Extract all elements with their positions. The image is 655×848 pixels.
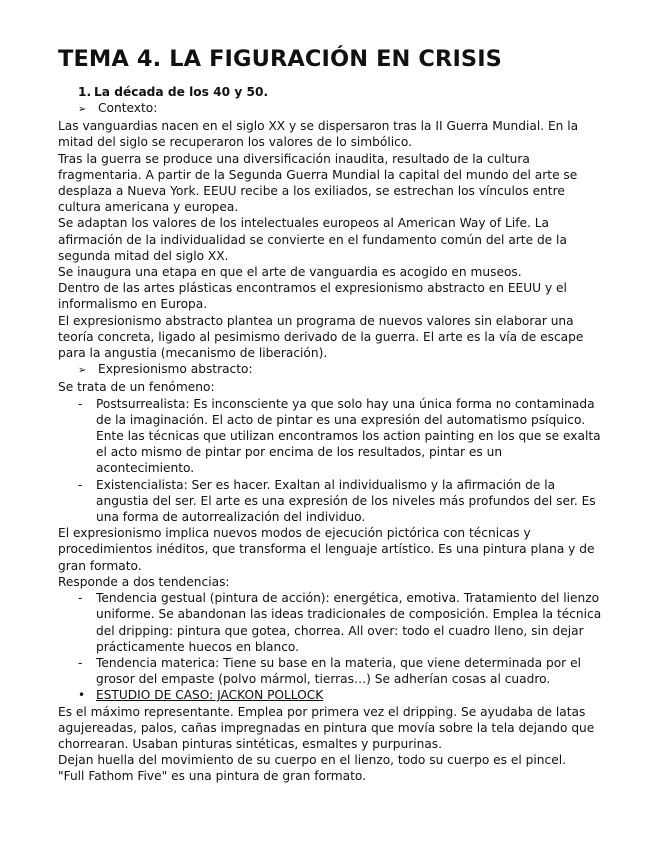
list-item	[78, 477, 603, 526]
list-item-text: Existencialista: Ser es hacer. Exaltan al individualismo y la afirmación de la angustia del ser. El arte es una expresión de los niveles más profundos del ser. Es una forma de autorrealización del individuo.	[96, 477, 596, 525]
paragraph-6: El expresionismo abstracto plantea un programa de nuevos valores sin elaborar una teoría concreta, ligado al pesimismo derivado de la guerra. El arte es la vía de escape para la angustia (mecanismo de liberación).	[58, 313, 584, 361]
section-heading-text: La década de los 40 y 50.	[94, 85, 269, 99]
page-title: TEMA 4. LA FIGURACIÓN EN CRISIS	[58, 46, 502, 72]
subheading-context-label: Contexto:	[98, 101, 158, 115]
list-item	[78, 396, 603, 477]
case-study-label: ESTUDIO DE CASO: JACKON POLLOCK	[96, 688, 324, 703]
paragraph-5: Dentro de las artes plásticas encontramos el expresionismo abstracto en EEUU y el informalismo en Europa.	[58, 281, 567, 312]
list-item-text: Tendencia materica: Tiene su base en la materia, que viene determinada por el grosor del empaste (polvo mármol, tierras…) Se adherían cosas al cuadro.	[96, 655, 581, 687]
subheading-context	[78, 100, 603, 118]
case-study-heading	[78, 687, 603, 703]
dash-bullet: -	[78, 396, 83, 411]
dot-bullet-icon: •	[78, 688, 86, 703]
dash-bullet: -	[78, 477, 83, 492]
arrow-bullet-icon: ➢	[78, 365, 87, 377]
paragraph-8: El expresionismo implica nuevos modos de ejecución pictórica con técnicas y procedimientos inéditos, que transforma el lenguaje artístico. Es una pintura plana y de gran formato.	[58, 526, 595, 573]
subheading-expresionismo	[78, 361, 603, 379]
paragraph-3: Se adaptan los valores de los intelectuales europeos al American Way of Life. La afirmación de la individualidad se convierte en el fundamento común del arte de la segunda mitad del siglo XX.	[58, 216, 567, 263]
list-item	[78, 590, 603, 655]
arrow-bullet-icon: ➢	[78, 104, 87, 115]
paragraph-10: Es el máximo representante. Emplea por primera vez el dripping. Se ayudaba de latas agujereadas, palos, cañas impregnadas en pintura que movía sobre la tela dejando que chorrearan. Usaban pinturas sintéticas, esmaltes y purpurinas.	[58, 704, 595, 751]
paragraph-1: Las vanguardias nacen en el siglo XX y se dispersaron tras la II Guerra Mundial. En la mitad del siglo se recuperaron los valores de lo simbólico.	[58, 119, 579, 150]
document-page	[58, 44, 603, 785]
dash-bullet: -	[78, 591, 83, 606]
paragraph-12: "Full Fathom Five" es una pintura de gran formato.	[58, 769, 366, 784]
dash-bullet: -	[78, 655, 83, 670]
paragraph-2: Tras la guerra se produce una diversificación inaudita, resultado de la cultura fragmentaria. A partir de la Segunda Guerra Mundial la capital del mundo del arte se desplaza a Nueva York. EEUU recibe a los exiliados, se estrechan los vínculos entre cultura americana y europea.	[58, 151, 578, 215]
subheading-expresionismo-label: Expresionismo abstracto:	[98, 362, 253, 377]
paragraph-11: Dejan huella del movimiento de su cuerpo en el lienzo, todo su cuerpo es el pincel.	[58, 753, 566, 768]
paragraph-7: Se trata de un fenómeno:	[58, 380, 215, 395]
section-heading	[78, 84, 603, 100]
list-item-text: Tendencia gestual (pintura de acción): energética, emotiva. Tratamiento del lienzo uniforme. Se abandonan las ideas tradicionales de composición. Emplea la técnica del dripping: pintura que gotea, chorrea. All over: todo el cuadro lleno, sin dejar prácticamente huecos en blanco.	[96, 591, 602, 654]
list-item-text: Postsurrealista: Es inconsciente ya que solo hay una única forma no contaminada de la imaginación. El acto de pintar es una expresión del automatismo psíquico. Ente las técnicas que utilizan encontramos los action painting en los que se exalta el acto mismo de pintar por encima de los resultados, pintar es un acontecimiento.	[96, 396, 601, 476]
paragraph-4: Se inaugura una etapa en que el arte de vanguardia es acogido en museos.	[58, 265, 522, 280]
list-item	[78, 655, 603, 687]
section-number: 1.	[78, 85, 92, 99]
paragraph-9: Responde a dos tendencias:	[58, 574, 230, 589]
